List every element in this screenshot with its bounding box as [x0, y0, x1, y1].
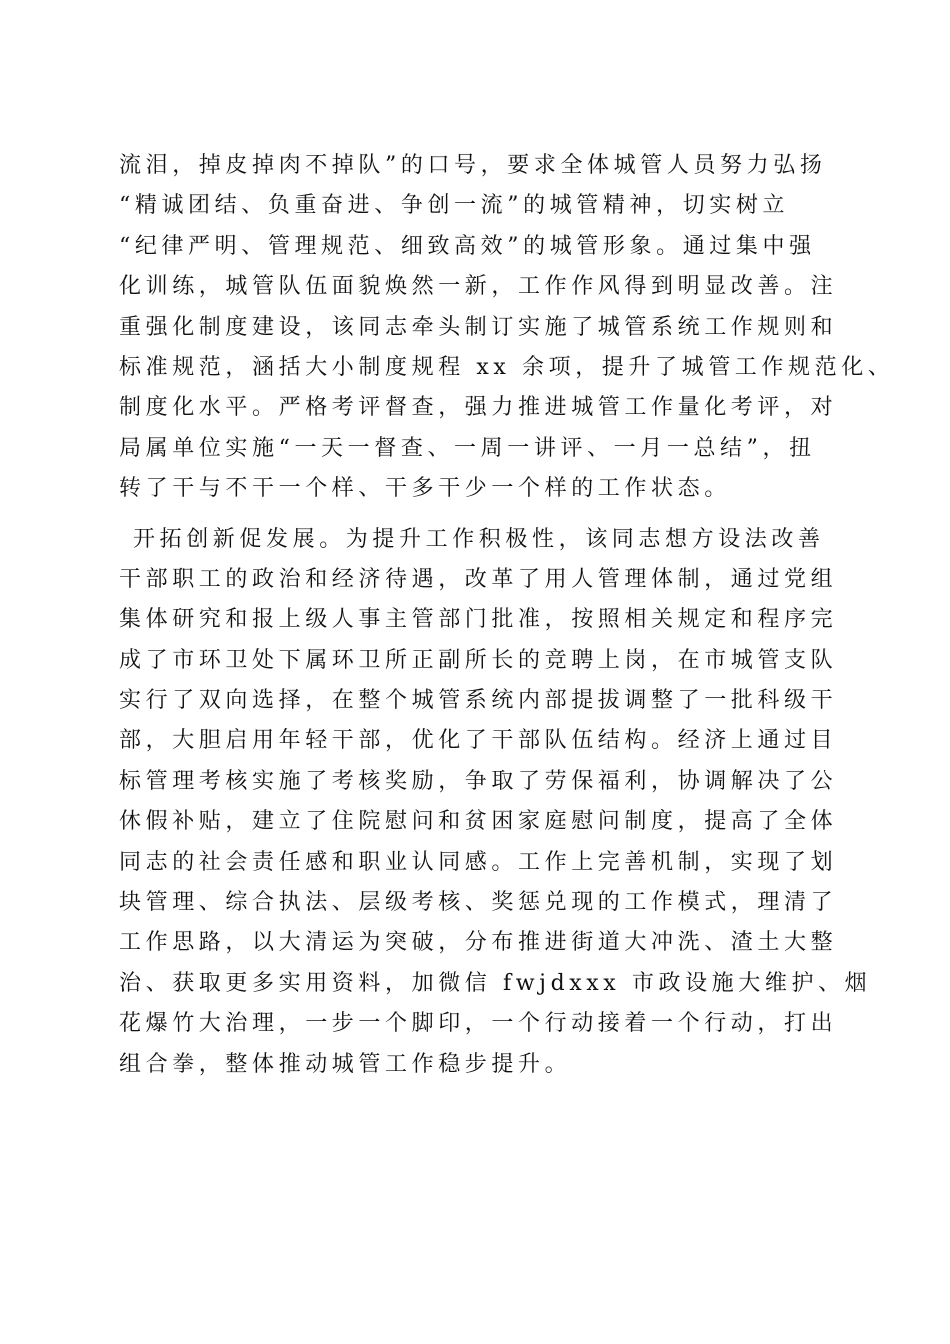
text-line: 重强化制度建设，该同志牵头制订实施了城管系统工作规则和 [119, 314, 838, 340]
text-line: 同志的社会责任感和职业认同感。工作上完善机制，实现了划 [119, 849, 838, 875]
text-line: 制度化水平。严格考评督查，强力推进城管工作量化考评，对 [119, 395, 838, 421]
text-line: 组合拳，整体推动城管工作稳步提升。 [119, 1051, 572, 1077]
text-line: 块管理、综合执法、层级考核、奖惩兑现的工作模式，理清了 [119, 890, 838, 916]
paragraph-heading-line: 开拓创新促发展。为提升工作积极性，该同志想方设法改善 [133, 526, 825, 552]
text-line: 流泪，掉皮掉肉不掉队”的口号，要求全体城管人员努力弘扬 [119, 153, 827, 178]
text-line: 实行了双向选择，在整个城管系统内部提拔调整了一批科级干 [119, 688, 838, 714]
text-line: 标管理考核实施了考核奖励，争取了劳保福利，协调解决了公 [119, 768, 838, 794]
paragraph-spacing [119, 510, 839, 520]
text-line: 花爆竹大治理，一步一个脚印，一个行动接着一个行动，打出 [119, 1011, 838, 1037]
text-line: “精诚团结、负重奋进、争创一流”的城管精神，切实树立 [119, 193, 790, 219]
text-line: 局属单位实施“一天一督查、一周一讲评、一月一总结”，扭 [119, 435, 816, 461]
text-line: 标准规范，涵括大小制度规程 xx 余项，提升了城管工作规范化、 [119, 354, 895, 380]
text-line: 干部职工的政治和经济待遇，改革了用人管理体制，通过党组 [119, 566, 838, 592]
paragraph-innovation-development [119, 520, 872, 1085]
text-line: 工作思路，以大清运为突破，分布推进街道大冲洗、渣土大整 [119, 930, 838, 956]
text-line: 化训练，城管队伍面貌焕然一新，工作作风得到明显改善。注 [119, 274, 838, 300]
text-line: “纪律严明、管理规范、细致高效”的城管形象。通过集中强 [119, 233, 816, 259]
text-line: 成了市环卫处下属环卫所正副所长的竞聘上岗，在市城管支队 [119, 647, 838, 673]
text-line: 治、获取更多实用资料，加微信 fwjdxxx 市政设施大维护、烟 [119, 970, 872, 996]
text-line: 休假补贴，建立了住院慰问和贫困家庭慰问制度，提高了全体 [119, 809, 838, 835]
text-line: 转了干与不干一个样、干多干少一个样的工作状态。 [119, 476, 731, 502]
paragraph-team-building-continuation [119, 146, 895, 510]
document-body [119, 146, 895, 1085]
text-line: 集体研究和报上级人事主管部门批准，按照相关规定和程序完 [119, 607, 838, 633]
text-line: 部，大胆启用年轻干部，优化了干部队伍结构。经济上通过目 [119, 728, 838, 754]
